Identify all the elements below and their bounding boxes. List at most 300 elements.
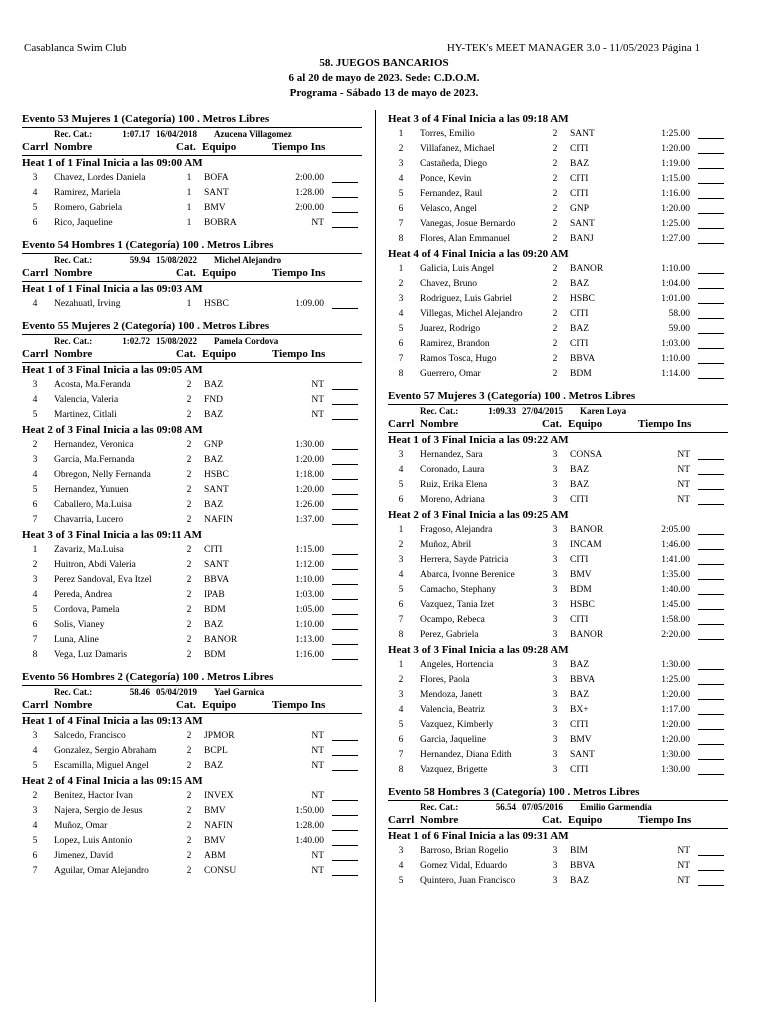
lane-number: 5 — [398, 876, 404, 886]
swimmer-row — [22, 216, 362, 231]
swimmer-row — [388, 172, 728, 187]
swimmer-name: Ruiz, Erika Elena — [420, 480, 488, 490]
header-equipo: Equipo — [202, 141, 237, 153]
swimmer-team: HSBC — [570, 294, 595, 304]
swimmer-row — [22, 819, 362, 834]
swimmer-category: 1 — [186, 188, 192, 198]
swimmer-row — [388, 673, 728, 688]
seed-time: 1:18.00 — [295, 470, 324, 480]
seed-time: 1:58.00 — [661, 615, 690, 625]
result-blank-line — [698, 885, 724, 886]
seed-time: 1:20.00 — [295, 485, 324, 495]
swimmer-name: Vazquez, Kimberly — [420, 720, 494, 730]
swimmer-row — [22, 849, 362, 864]
seed-time: 1:04.00 — [661, 279, 690, 289]
seed-time: 1:20.00 — [661, 690, 690, 700]
result-blank-line — [698, 474, 724, 475]
lane-number: 1 — [398, 129, 404, 139]
seed-time: 1:30.00 — [295, 440, 324, 450]
swimmer-row — [388, 292, 728, 307]
swimmer-category: 3 — [552, 585, 558, 595]
swimmer-team: CITI — [570, 144, 589, 154]
header-carrl: Carrl — [22, 267, 49, 279]
lane-number: 4 — [398, 570, 404, 580]
swimmer-name: Garcia, Ma.Fernanda — [54, 455, 135, 465]
swimmer-name: Pereda, Andrea — [54, 590, 113, 600]
swimmer-name: Barroso, Brian Rogelio — [420, 846, 509, 856]
heat-title: Heat 1 of 1 Final Inicia a las 09:00 AM — [22, 157, 203, 169]
lane-number: 3 — [398, 450, 404, 460]
result-blank-line — [698, 183, 724, 184]
swimmer-name: Muñoz, Omar — [54, 821, 108, 831]
lane-number: 2 — [398, 540, 404, 550]
swimmer-name: Herrera, Sayde Patricia — [420, 555, 509, 565]
seed-time: 1:25.00 — [661, 129, 690, 139]
seed-time: 59.00 — [668, 324, 690, 334]
seed-time: NT — [677, 876, 690, 886]
event-block — [22, 670, 362, 879]
lane-number: 4 — [398, 309, 404, 319]
header-equipo: Equipo — [568, 418, 603, 430]
result-blank-line — [698, 213, 724, 214]
swimmer-team: JPMOR — [204, 731, 235, 741]
swimmer-team: ABM — [204, 851, 226, 861]
swimmer-team: BAZ — [570, 480, 589, 490]
lane-number: 3 — [398, 294, 404, 304]
swimmer-team: BMV — [570, 570, 592, 580]
swimmer-row — [22, 759, 362, 774]
column-header — [22, 267, 362, 282]
swimmer-category: 2 — [552, 339, 558, 349]
header-nombre: Nombre — [54, 141, 93, 153]
swimmer-team: HSBC — [570, 600, 595, 610]
swimmer-team: HSBC — [204, 470, 229, 480]
heat-title: Heat 1 of 3 Final Inicia a las 09:22 AM — [388, 434, 569, 446]
result-blank-line — [332, 584, 358, 585]
lane-number: 1 — [398, 264, 404, 274]
swimmer-team: CITI — [570, 174, 589, 184]
swimmer-row — [22, 618, 362, 633]
swimmer-team: BBVA — [570, 861, 596, 871]
result-blank-line — [698, 138, 724, 139]
header-nombre: Nombre — [54, 348, 93, 360]
swimmer-name: Valencia, Beatriz — [420, 705, 485, 715]
swimmer-name: Velasco, Angel — [420, 204, 477, 214]
lane-number: 8 — [398, 234, 404, 244]
heat-title: Heat 1 of 1 Final Inicia a las 09:03 AM — [22, 283, 203, 295]
swimmer-name: Gonzalez, Sergio Abraham — [54, 746, 157, 756]
seed-time: 1:20.00 — [661, 720, 690, 730]
swimmer-name: Luna, Aline — [54, 635, 99, 645]
seed-time: 1:26.00 — [295, 500, 324, 510]
swimmer-category: 2 — [186, 746, 192, 756]
column-header — [388, 418, 728, 433]
lane-number: 7 — [32, 635, 38, 645]
swimmer-name: Hernandez, Yunuen — [54, 485, 129, 495]
swimmer-row — [388, 598, 728, 613]
seed-time: 1:12.00 — [295, 560, 324, 570]
result-blank-line — [698, 669, 724, 670]
swimmer-category: 3 — [552, 705, 558, 715]
swimmer-category: 2 — [186, 761, 192, 771]
swimmer-row — [388, 859, 728, 874]
event-block — [388, 112, 728, 382]
swimmer-category: 2 — [552, 129, 558, 139]
swimmer-category: 2 — [186, 410, 192, 420]
swimmer-row — [22, 378, 362, 393]
header-nombre: Nombre — [420, 814, 459, 826]
swimmer-row — [22, 186, 362, 201]
swimmer-category: 3 — [552, 630, 558, 640]
lane-number: 7 — [32, 866, 38, 876]
seed-time: 1:40.00 — [295, 836, 324, 846]
lane-number: 7 — [398, 219, 404, 229]
swimmer-category: 2 — [552, 354, 558, 364]
swimmer-category: 2 — [186, 821, 192, 831]
swimmer-row — [388, 748, 728, 763]
result-blank-line — [332, 479, 358, 480]
heat-title: Heat 2 of 4 Final Inicia a las 09:15 AM — [22, 775, 203, 787]
record-line — [22, 253, 362, 267]
header-nombre: Nombre — [420, 418, 459, 430]
swimmer-team: BBVA — [570, 675, 596, 685]
seed-time: 1:15.00 — [661, 174, 690, 184]
seed-time: 1:27.00 — [661, 234, 690, 244]
swimmer-category: 3 — [552, 846, 558, 856]
swimmer-row — [388, 763, 728, 778]
swimmer-team: CITI — [570, 495, 589, 505]
result-blank-line — [332, 182, 358, 183]
header-carrl: Carrl — [388, 814, 415, 826]
swimmer-row — [388, 322, 728, 337]
record-date: 05/04/2019 — [156, 687, 198, 697]
event-block — [22, 112, 362, 231]
swimmer-team: BAZ — [204, 455, 223, 465]
lane-number: 3 — [32, 575, 38, 585]
swimmer-category: 2 — [186, 500, 192, 510]
swimmer-category: 1 — [186, 218, 192, 228]
swimmer-row — [388, 352, 728, 367]
lane-number: 5 — [32, 485, 38, 495]
header-cat: Cat. — [176, 348, 196, 360]
seed-time: NT — [311, 866, 324, 876]
swimmer-team: BAZ — [204, 620, 223, 630]
seed-time: 1:16.00 — [661, 189, 690, 199]
swimmer-team: BAZ — [204, 761, 223, 771]
swimmer-row — [388, 553, 728, 568]
swimmer-team: BAZ — [570, 690, 589, 700]
swimmer-team: SANT — [204, 188, 229, 198]
header-cat: Cat. — [542, 418, 562, 430]
swimmer-team: BANOR — [570, 525, 604, 535]
swimmer-name: Vega, Luz Damaris — [54, 650, 128, 660]
seed-time: 1:46.00 — [661, 540, 690, 550]
meet-title-line2: 6 al 20 de mayo de 2023. Sede: C.D.O.M. — [288, 72, 480, 84]
lane-number: 3 — [398, 690, 404, 700]
lane-number: 4 — [32, 821, 38, 831]
meet-title-line1: 58. JUEGOS BANCARIOS — [319, 57, 449, 69]
seed-time: NT — [311, 761, 324, 771]
swimmer-category: 2 — [186, 836, 192, 846]
header-tiempo: Tiempo Ins — [638, 814, 692, 826]
seed-time: 1:28.00 — [295, 188, 324, 198]
swimmer-name: Ramos Tosca, Hugo — [420, 354, 497, 364]
swimmer-name: Villafanez, Michael — [420, 144, 495, 154]
column-header — [22, 141, 362, 156]
swimmer-row — [388, 568, 728, 583]
record-time: 1:09.33 — [488, 406, 516, 416]
record-label: Rec. Cat.: — [54, 255, 93, 265]
swimmer-team: BANOR — [204, 635, 238, 645]
result-blank-line — [698, 243, 724, 244]
swimmer-name: Coronado, Laura — [420, 465, 485, 475]
header-equipo: Equipo — [202, 267, 237, 279]
result-blank-line — [698, 153, 724, 154]
record-holder: Karen Loya — [580, 406, 627, 416]
swimmer-category: 2 — [186, 485, 192, 495]
result-blank-line — [332, 770, 358, 771]
swimmer-name: Jimenez, David — [54, 851, 114, 861]
header-carrl: Carrl — [22, 141, 49, 153]
swimmer-category: 1 — [186, 299, 192, 309]
swimmer-category: 2 — [186, 575, 192, 585]
swimmer-category: 2 — [552, 294, 558, 304]
swimmer-category: 3 — [552, 720, 558, 730]
swimmer-category: 3 — [552, 690, 558, 700]
meet-title-line3: Programa - Sábado 13 de mayo de 2023. — [289, 87, 479, 99]
swimmer-category: 2 — [552, 234, 558, 244]
swimmer-category: 2 — [186, 560, 192, 570]
left-column — [22, 112, 362, 879]
result-blank-line — [332, 419, 358, 420]
swimmer-name: Guerrero, Omar — [420, 369, 481, 379]
swimmer-row — [22, 393, 362, 408]
swimmer-team: BDM — [204, 605, 226, 615]
swimmer-name: Galicia, Luis Angel — [420, 264, 495, 274]
seed-time: 2:00.00 — [295, 203, 324, 213]
seed-time: 1:37.00 — [295, 515, 324, 525]
swimmer-category: 1 — [186, 173, 192, 183]
swimmer-category: 3 — [552, 750, 558, 760]
swimmer-category: 2 — [186, 851, 192, 861]
result-blank-line — [698, 303, 724, 304]
record-line — [388, 404, 728, 418]
result-blank-line — [332, 800, 358, 801]
swimmer-category: 2 — [552, 369, 558, 379]
header-nombre: Nombre — [54, 699, 93, 711]
swimmer-row — [22, 648, 362, 663]
swimmer-team: SANT — [570, 219, 595, 229]
swimmer-team: BAZ — [570, 159, 589, 169]
swimmer-row — [22, 498, 362, 513]
lane-number: 5 — [32, 836, 38, 846]
swimmer-team: CITI — [570, 765, 589, 775]
result-blank-line — [698, 774, 724, 775]
lane-number: 3 — [32, 380, 38, 390]
column-header — [22, 699, 362, 714]
swimmer-category: 2 — [186, 545, 192, 555]
swimmer-name: Aguilar, Omar Alejandro — [54, 866, 149, 876]
header-cat: Cat. — [176, 699, 196, 711]
result-blank-line — [332, 599, 358, 600]
swimmer-name: Hernandez, Diana Edith — [420, 750, 512, 760]
seed-time: 1:28.00 — [295, 821, 324, 831]
result-blank-line — [698, 609, 724, 610]
swimmer-name: Mendoza, Janett — [420, 690, 483, 700]
swimmer-row — [388, 658, 728, 673]
swimmer-category: 2 — [186, 791, 192, 801]
result-blank-line — [698, 363, 724, 364]
result-blank-line — [332, 464, 358, 465]
lane-number: 6 — [32, 218, 38, 228]
result-blank-line — [698, 504, 724, 505]
swimmer-name: Huitron, Abdi Valeria — [54, 560, 136, 570]
header-tiempo: Tiempo Ins — [272, 699, 326, 711]
lane-number: 8 — [398, 369, 404, 379]
swimmer-team: SANT — [570, 129, 595, 139]
swimmer-row — [22, 864, 362, 879]
header-cat: Cat. — [176, 267, 196, 279]
swimmer-team: BDM — [204, 650, 226, 660]
seed-time: 1:41.00 — [661, 555, 690, 565]
result-blank-line — [698, 759, 724, 760]
swimmer-team: BANOR — [570, 630, 604, 640]
swimmer-team: SANT — [204, 560, 229, 570]
swimmer-team: IPAB — [204, 590, 225, 600]
lane-number: 8 — [398, 630, 404, 640]
lane-number: 5 — [398, 189, 404, 199]
result-blank-line — [698, 699, 724, 700]
record-date: 16/04/2018 — [156, 129, 198, 139]
swimmer-team: BCPL — [204, 746, 228, 756]
swimmer-row — [22, 834, 362, 849]
swimmer-name: Garcia, Jaqueline — [420, 735, 486, 745]
swimmer-row — [388, 277, 728, 292]
result-blank-line — [698, 549, 724, 550]
lane-number: 2 — [32, 560, 38, 570]
lane-number: 5 — [32, 410, 38, 420]
seed-time: NT — [311, 791, 324, 801]
event-block — [388, 389, 728, 778]
record-label: Rec. Cat.: — [420, 406, 459, 416]
lane-number: 6 — [32, 851, 38, 861]
lane-number: 3 — [398, 159, 404, 169]
result-blank-line — [698, 564, 724, 565]
lane-number: 7 — [398, 354, 404, 364]
swimmer-name: Escamilla, Miguel Angel — [54, 761, 149, 771]
swimmer-name: Chavarria, Lucero — [54, 515, 124, 525]
result-blank-line — [332, 404, 358, 405]
swimmer-category: 3 — [552, 615, 558, 625]
result-blank-line — [698, 624, 724, 625]
result-blank-line — [698, 579, 724, 580]
swimmer-team: NAFIN — [204, 821, 234, 831]
swimmer-name: Flores, Alan Emmanuel — [420, 234, 510, 244]
record-time: 1:02.72 — [122, 336, 150, 346]
swimmer-name: Salcedo, Francisco — [54, 731, 126, 741]
record-label: Rec. Cat.: — [54, 687, 93, 697]
swimmer-row — [388, 337, 728, 352]
lane-number: 2 — [398, 279, 404, 289]
seed-time: 1:17.00 — [661, 705, 690, 715]
swimmer-row — [388, 844, 728, 859]
result-blank-line — [332, 845, 358, 846]
right-column — [388, 112, 728, 889]
swimmer-name: Vazquez, Brigette — [420, 765, 488, 775]
swimmer-team: SANT — [204, 485, 229, 495]
record-label: Rec. Cat.: — [54, 336, 93, 346]
result-blank-line — [332, 308, 358, 309]
swimmer-category: 3 — [552, 735, 558, 745]
event-block — [22, 319, 362, 663]
swimmer-name: Ramirez, Brandon — [420, 339, 490, 349]
swimmer-row — [22, 744, 362, 759]
lane-number: 2 — [398, 675, 404, 685]
swimmer-name: Martinez, Citlali — [54, 410, 117, 420]
seed-time: 1:40.00 — [661, 585, 690, 595]
swimmer-category: 2 — [186, 731, 192, 741]
lane-number: 3 — [32, 173, 38, 183]
swimmer-category: 3 — [552, 540, 558, 550]
result-blank-line — [698, 870, 724, 871]
swimmer-team: CONSU — [204, 866, 237, 876]
swimmer-name: Hernandez, Sara — [420, 450, 483, 460]
swimmer-category: 2 — [186, 605, 192, 615]
swimmer-category: 2 — [552, 309, 558, 319]
lane-number: 2 — [32, 791, 38, 801]
lane-number: 4 — [398, 465, 404, 475]
swimmer-row — [388, 142, 728, 157]
lane-number: 5 — [32, 605, 38, 615]
seed-time: NT — [311, 410, 324, 420]
header-tiempo: Tiempo Ins — [272, 267, 326, 279]
seed-time: 58.00 — [668, 309, 690, 319]
result-blank-line — [332, 569, 358, 570]
swimmer-team: BOFA — [204, 173, 229, 183]
heat-title: Heat 4 of 4 Final Inicia a las 09:20 AM — [388, 248, 569, 260]
swimmer-category: 3 — [552, 495, 558, 505]
swimmer-row — [388, 613, 728, 628]
swimmer-category: 3 — [552, 876, 558, 886]
lane-number: 5 — [398, 480, 404, 490]
swimmer-team: CITI — [204, 545, 223, 555]
result-blank-line — [332, 629, 358, 630]
result-blank-line — [698, 729, 724, 730]
swimmer-category: 2 — [186, 380, 192, 390]
result-blank-line — [698, 714, 724, 715]
swimmer-team: BAZ — [204, 500, 223, 510]
event-title: Evento 57 Mujeres 3 (Categoría) 100 . Metros Libres — [388, 390, 636, 402]
swimmer-row — [388, 202, 728, 217]
swimmer-name: Caballero, Ma.Luisa — [54, 500, 132, 510]
lane-number: 7 — [32, 515, 38, 525]
swimmer-name: Fragoso, Alejandra — [420, 525, 493, 535]
heat-title: Heat 3 of 4 Final Inicia a las 09:18 AM — [388, 113, 569, 125]
seed-time: 1:10.00 — [661, 264, 690, 274]
swimmer-team: GNP — [570, 204, 590, 214]
swimmer-category: 2 — [186, 650, 192, 660]
swimmer-name: Obregon, Nelly Fernanda — [54, 470, 151, 480]
swimmer-category: 2 — [552, 279, 558, 289]
header-cat: Cat. — [176, 141, 196, 153]
swimmer-row — [388, 367, 728, 382]
swimmer-category: 2 — [186, 440, 192, 450]
lane-number: 1 — [32, 545, 38, 555]
swimmer-team: BDM — [570, 585, 592, 595]
swimmer-team: BAZ — [204, 410, 223, 420]
swimmer-row — [388, 448, 728, 463]
swimmer-category: 2 — [186, 515, 192, 525]
